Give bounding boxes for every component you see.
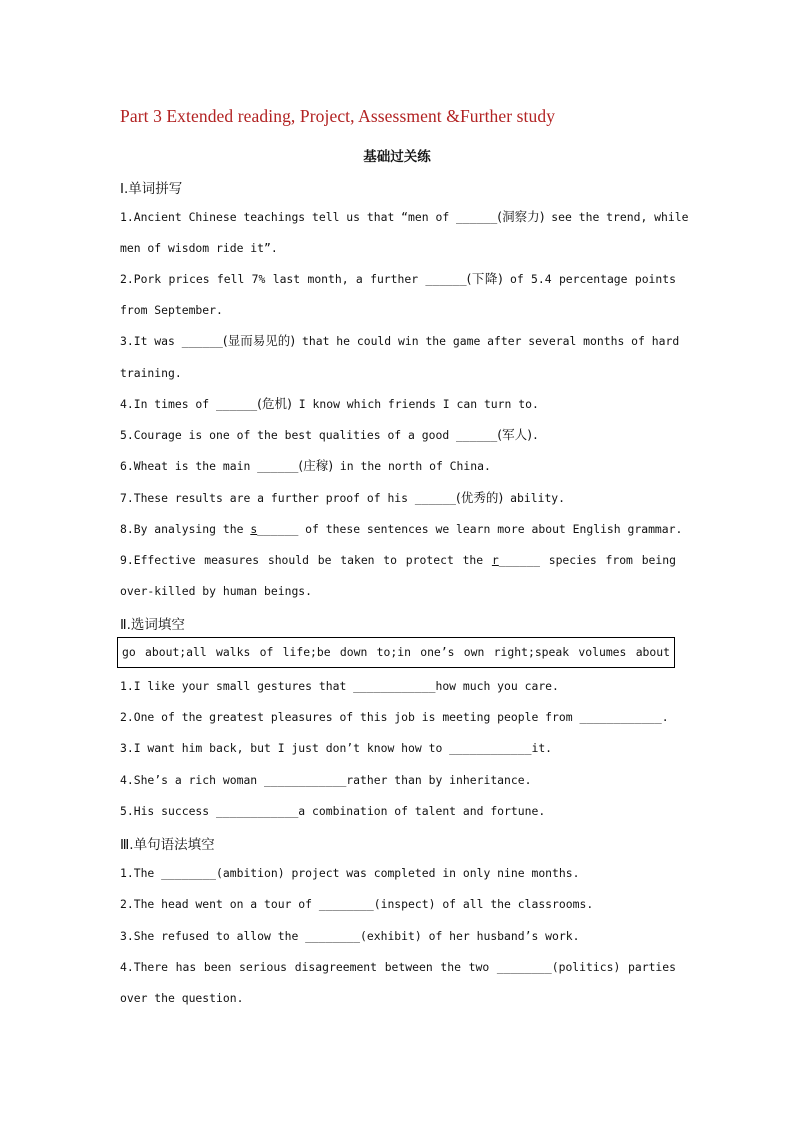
s1-q9-line2: over-killed by human beings.	[120, 584, 313, 598]
s3-q4-line2: over the question.	[120, 991, 244, 1005]
s1-q8-initial-letter: s	[250, 522, 258, 536]
s1-q1-line1	[120, 209, 689, 225]
s1-q3-line2: training.	[120, 366, 182, 380]
s1-q8-blank: ______	[257, 522, 299, 536]
s1-q9-text-b: species from being	[539, 553, 676, 567]
s1-q3-line1	[120, 333, 680, 349]
s1-q5-text-b: .	[531, 428, 539, 442]
s1-q2-hint: (下降)	[466, 271, 503, 286]
s1-q3-text-b: that he could win the game after several months of hard	[295, 334, 680, 348]
s3-q3: 3.She refused to allow the ________(exhibit) of her husband’s work.	[120, 929, 580, 943]
s1-q4-text-b: I know which friends I can turn to.	[291, 397, 539, 411]
s3-q1: 1.The ________(ambition) project was completed in only nine months.	[120, 866, 580, 880]
s1-q8-text-b: of these sentences we learn more about English grammar.	[298, 522, 683, 536]
s1-q6-text-a: 6.Wheat is the main ______	[120, 459, 299, 473]
s1-q9-initial-letter: r	[491, 553, 499, 567]
s1-q4	[120, 396, 676, 412]
s1-q7-text-b: ability.	[503, 491, 566, 505]
s2-q5: 5.His success ____________a combination of talent and fortune.	[120, 804, 546, 818]
s1-q5	[120, 427, 676, 443]
s2-q2: 2.One of the greatest pleasures of this job is meeting people from ____________.	[120, 710, 669, 724]
s1-q3-hint: (显而易见的)	[222, 333, 296, 348]
s1-q3-text-a: 3.It was ______	[120, 334, 223, 348]
section-3-heading: Ⅲ.单句语法填空	[120, 837, 215, 853]
s1-q9-text-a: 9.Effective measures should be taken to protect the	[120, 553, 492, 567]
s1-q6-text-b: in the north of China.	[333, 459, 491, 473]
s1-q1-hint: (洞察力)	[497, 209, 545, 224]
page-subtitle: 基础过关练	[363, 149, 431, 165]
section-1-heading: Ⅰ.单词拼写	[120, 181, 183, 197]
s1-q2-text-a: 2.Pork prices fell 7% last month, a further ______	[120, 272, 467, 286]
section-2-heading: Ⅱ.选词填空	[120, 617, 185, 633]
s1-q6	[120, 458, 676, 474]
s2-q3: 3.I want him back, but I just don’t know how to ____________it.	[120, 741, 553, 755]
s1-q9-line1	[120, 552, 676, 568]
s1-q1-text-a: 1.Ancient Chinese teachings tell us that “men of ______	[120, 210, 498, 224]
word-bank-text: go about;all walks of life;be down to;in one’s own right;speak volumes about	[122, 645, 670, 659]
s1-q4-hint: (危机)	[257, 396, 292, 411]
s1-q7	[120, 490, 676, 506]
s1-q1-line2: men of wisdom ride it”.	[120, 241, 278, 255]
s1-q5-text-a: 5.Courage is one of the best qualities of a good ______	[120, 428, 498, 442]
word-bank-box	[117, 637, 675, 668]
s1-q2-line2: from September.	[120, 303, 223, 317]
s1-q1-text-b: see the trend, while	[544, 210, 689, 224]
s3-q2: 2.The head went on a tour of ________(inspect) of all the classrooms.	[120, 897, 594, 911]
s1-q8-text-a: 8.By analysing the	[120, 522, 251, 536]
s1-q2-line1	[120, 271, 676, 287]
s1-q9-blank: ______	[498, 553, 540, 567]
s1-q8	[120, 521, 683, 537]
s1-q5-hint: (军人)	[497, 427, 532, 442]
s3-q4-line1: 4.There has been serious disagreement between the two ________(politics) parties	[120, 960, 676, 974]
s1-q2-text-b: of 5.4 percentage points	[502, 272, 676, 286]
page-title: Part 3 Extended reading, Project, Assessment &Further study	[120, 106, 556, 126]
s1-q6-hint: (庄稼)	[298, 458, 334, 473]
s1-q7-text-a: 7.These results are a further proof of his ______	[120, 491, 457, 505]
s1-q4-text-a: 4.In times of ______	[120, 397, 258, 411]
s2-q4: 4.She’s a rich woman ____________rather than by inheritance.	[120, 773, 532, 787]
s2-q1: 1.I like your small gestures that ____________how much you care.	[120, 679, 559, 693]
s1-q7-hint: (优秀的)	[456, 490, 504, 505]
